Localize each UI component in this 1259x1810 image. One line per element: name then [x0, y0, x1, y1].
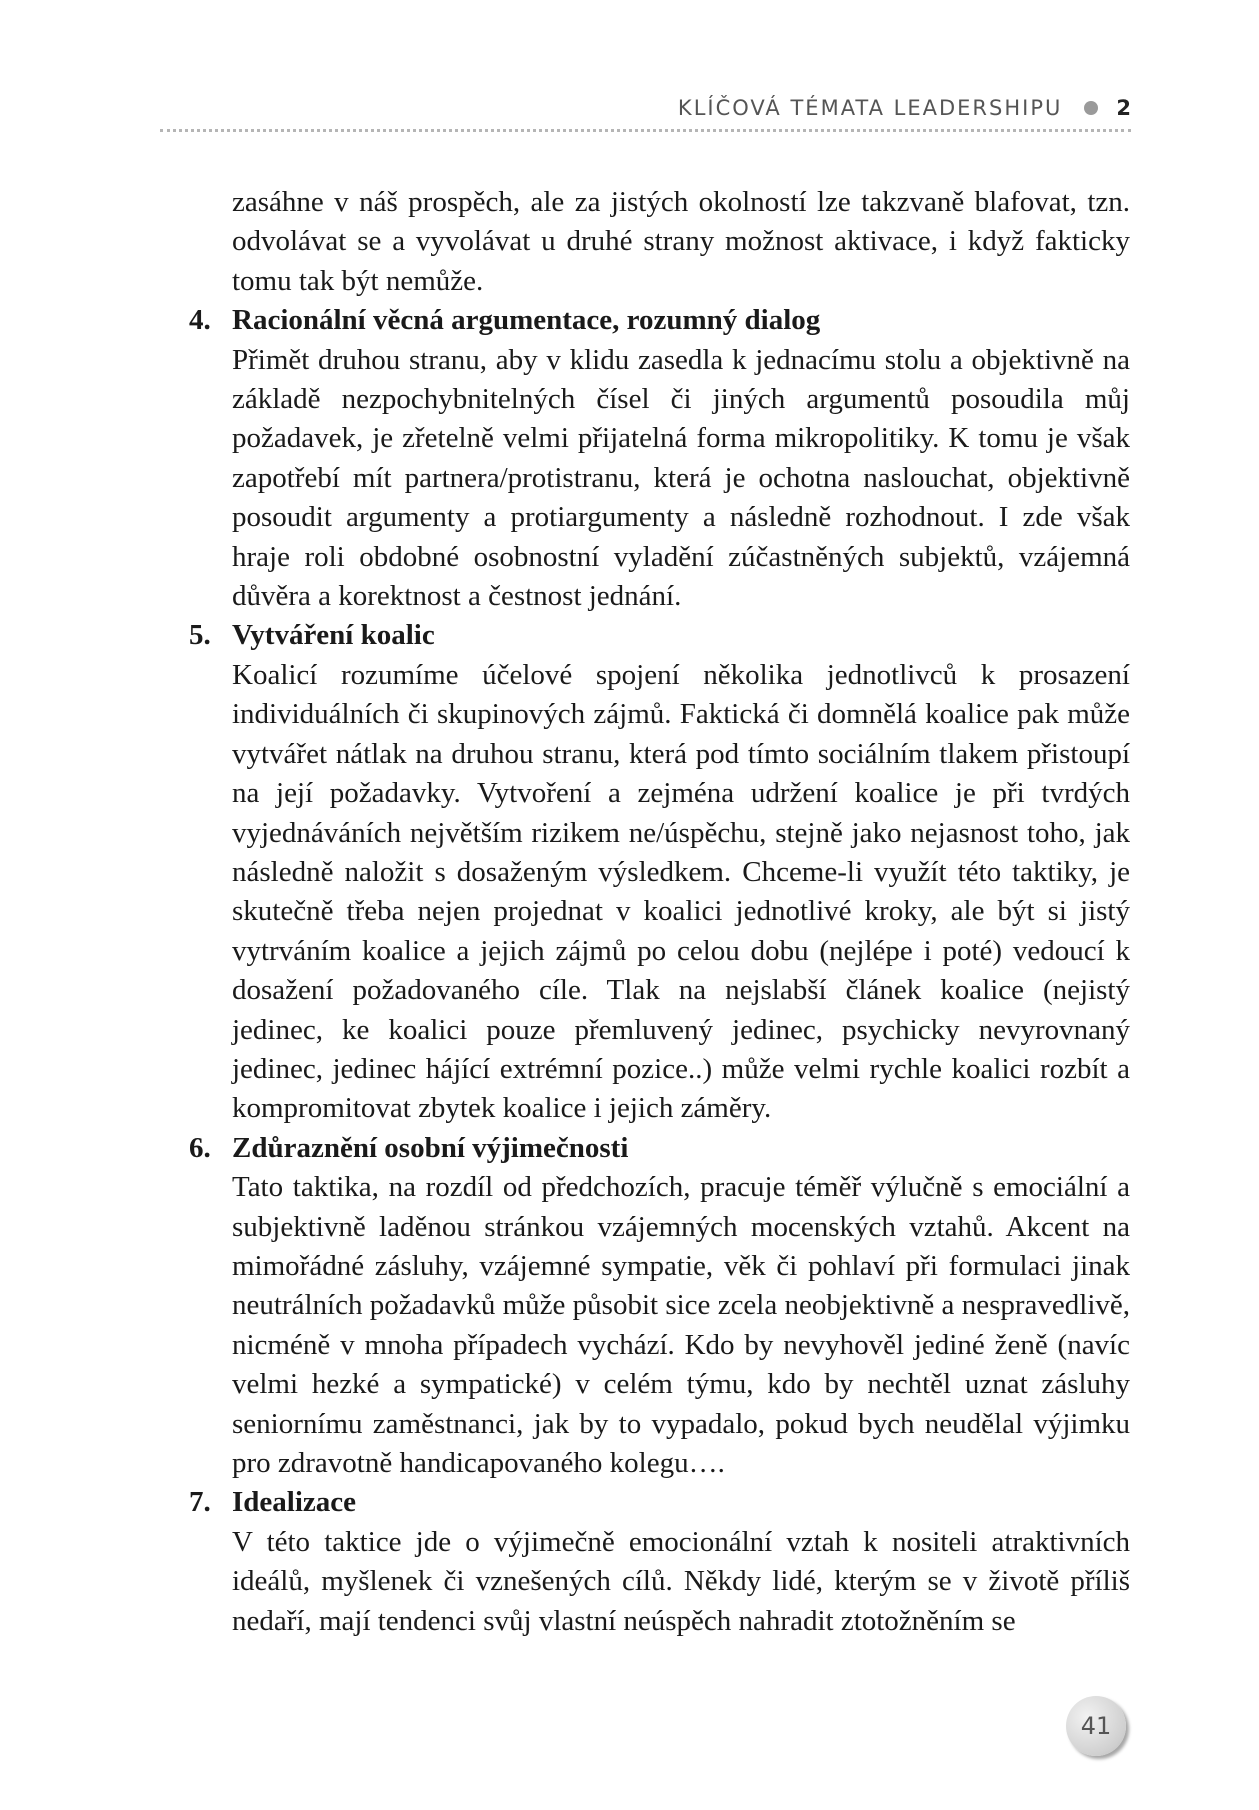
running-title: KLÍČOVÁ TÉMATA LEADERSHIPU [677, 96, 1063, 120]
main-text [189, 183, 1130, 1641]
bullet-dot-icon [1084, 101, 1098, 115]
running-header [678, 93, 1131, 123]
item-body: Koalicí rozumíme účelové spojení několika jednotlivců k prosazení individuálních či skupinových zájmů. Faktická či domnělá koalice pak může vytvářet nátlak na druhou stranu, která pod tímto sociálním tlakem přistoupí na její požadavky. Vytvoření a zejména udržení koalice je při tvrdých vyjednáváních největším rizikem ne/úspěchu, stejně jako nejasnost toho, jak následně naložit s dosaženým výsledkem. Chceme-li využít této taktiky, je skutečně třeba nejen projednat v koalici jednotlivé kroky, ale být si jistý vytrváním koalice a jejich zájmů po celou dobu (nejlépe i poté) vedoucí k dosažení požadovaného cíle. Tlak na nejslabší článek koalice (nejistý jedinec, ke koalici pouze přemluvený jedinec, psychicky nevyrovnaný jedinec, jedinec hájící extrémní pozice..) může velmi rychle koalici rozbít a kompromitovat zbytek koalice i jejich záměry. [232, 658, 1130, 1125]
list-item [189, 301, 1130, 616]
page-number: 41 [1080, 1712, 1112, 1740]
item-number: 7. [189, 1486, 211, 1519]
item-title: Vytváření koalic [232, 619, 435, 652]
item-body: Přimět druhou stranu, aby v klidu zasedla k jednacímu stolu a objektivně na základě nezpochybnitelných čísel či jiných argumentů posoudila můj požadavek, je zřetelně velmi přijatelná forma mikropolitiky. K tomu je však zapotřebí mít partnera/protistranu, která je ochotna naslouchat, objektivně posoudit argumenty a protiargumenty a následně rozhodnout. I zde však hraje roli obdobné osobnostní vyladění zúčastněných subjektů, vzájemná důvěra a korektnost a čestnost jednání. [232, 343, 1130, 613]
item-title: Idealizace [232, 1486, 357, 1519]
intro-paragraph: zasáhne v náš prospěch, ale za jistých okolností lze takzvaně blafovat, tzn. odvolávat se a vyvolávat u druhé strany možnost aktivace, i když fakticky tomu tak být nemůže. [232, 186, 1130, 297]
item-number: 6. [189, 1131, 211, 1164]
header-dotted-divider [160, 129, 1131, 132]
item-title: Racionální věcná argumentace, rozumný dialog [232, 304, 821, 337]
page-number-badge [1066, 1696, 1126, 1756]
item-number: 4. [189, 304, 211, 337]
item-title: Zdůraznění osobní výjimečnosti [232, 1131, 629, 1164]
item-body: Tato taktika, na rozdíl od předchozích, pracuje téměř výlučně s emociální a subjektivně laděnou stránkou vzájemných mocenských vztahů. Akcent na mimořádné zásluhy, vzájemné sympatie, věk či pohlaví při formulaci jinak neutrálních požadavků může působit sice zcela neobjektivně a nespravedlivě, nicméně v mnoha případech vychází. Kdo by nevyhověl jediné ženě (navíc velmi hezké a sympatické) v celém týmu, kdo by nechtěl uznat zásluhy seniornímu zaměstnanci, jak by to vypadalo, pokud bych neudělal výjimku pro zdravotně handicapovaného kolegu…. [232, 1171, 1130, 1479]
list-item [189, 1129, 1130, 1484]
item-number: 5. [189, 619, 211, 652]
item-body: V této taktice jde o výjimečně emocionální vztah k nositeli atraktivních ideálů, myšlenek či vznešených cílů. Někdy lidé, kterým se v životě příliš nedaří, mají tendenci svůj vlastní neúspěch nahradit ztotožněním se [232, 1525, 1130, 1637]
list-item [189, 616, 1130, 1128]
chapter-number: 2 [1116, 96, 1131, 120]
list-item [189, 1483, 1130, 1641]
